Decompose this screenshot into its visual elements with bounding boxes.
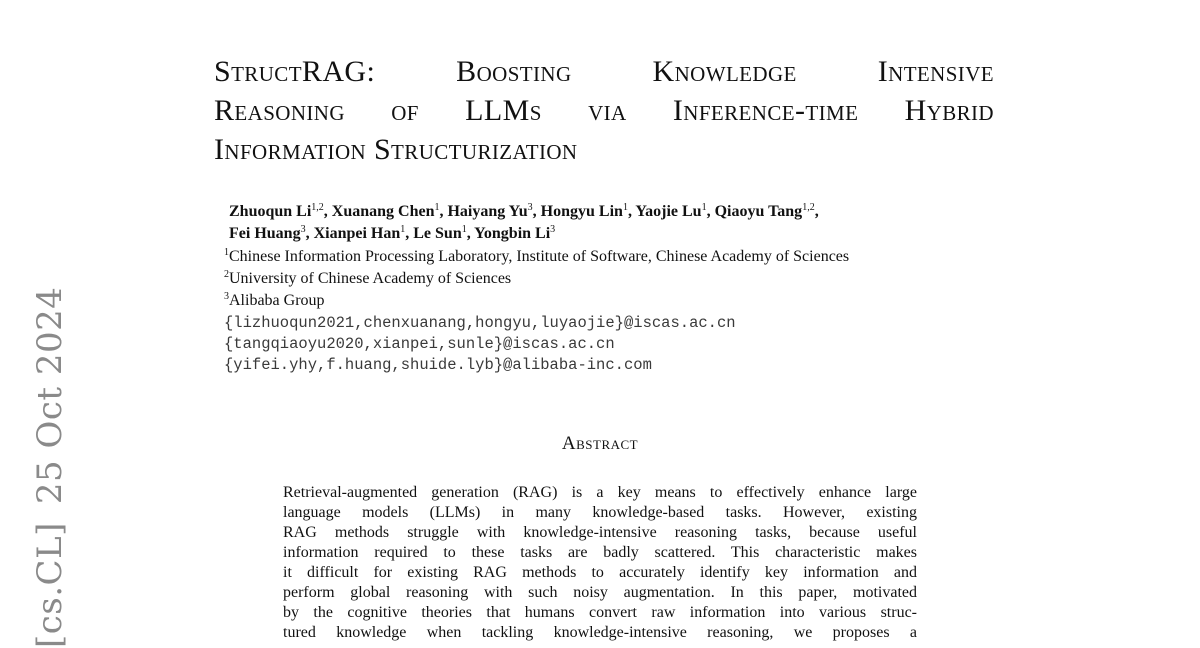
title-line: StructRAG: Boosting Knowledge Intensive [214, 55, 994, 88]
author-name: Yaojie Lu [635, 203, 702, 220]
affiliation-marker: 3 [224, 291, 229, 302]
author-separator: , [627, 203, 636, 220]
author-separator: , [323, 203, 332, 220]
abstract-line: Retrieval-augmented generation (RAG) is a key means to effectively enhance large [283, 484, 917, 501]
affiliation-marker: 1 [224, 247, 229, 258]
affiliation-text: Alibaba Group [229, 292, 325, 309]
author-affiliation-marker: 3 [300, 224, 306, 235]
email-line: {yifei.yhy,f.huang,shuide.lyb}@alibaba-inc.com [224, 356, 652, 374]
author-line [229, 201, 819, 223]
author-separator: , [305, 225, 314, 242]
affiliation [224, 290, 849, 312]
author-affiliation-marker: 3 [527, 202, 533, 213]
abstract-line: tured knowledge when tackling knowledge-intensive reasoning, we proposes a [283, 624, 917, 641]
abstract-body [283, 483, 917, 643]
paper-title [214, 52, 994, 169]
author-affiliation-marker: 1 [622, 202, 628, 213]
author-separator: , [466, 225, 475, 242]
author-affiliation-marker: 1 [701, 202, 707, 213]
arxiv-category: [cs.CL] [30, 522, 70, 648]
author-name: Hongyu Lin [540, 203, 623, 220]
author-separator: , [405, 225, 414, 242]
email-line: {lizhuoqun2021,chenxuanang,hongyu,luyaojie}@iscas.ac.cn [224, 314, 736, 332]
author-separator: , [814, 203, 819, 220]
author-affiliation-marker: 1 [434, 202, 440, 213]
arxiv-stamp [30, 287, 70, 648]
abstract-line: language models (LLMs) in many knowledge-based tasks. However, existing [283, 504, 917, 521]
author-affiliation-marker: 3 [550, 224, 556, 235]
abstract-line: it difficult for existing RAG methods to accurately identify key information and [283, 564, 917, 581]
title-line: Information Structurization [214, 133, 578, 166]
arxiv-date: 25 Oct 2024 [30, 286, 70, 505]
affiliation-list [224, 246, 849, 312]
author-name: Fei Huang [229, 225, 301, 242]
author-affiliation-marker: 1,2 [802, 202, 815, 213]
author-name: Yongbin Li [474, 225, 551, 242]
author-name: Qiaoyu Tang [714, 203, 803, 220]
author-separator: , [532, 203, 541, 220]
author-affiliation-marker: 1,2 [311, 202, 324, 213]
affiliation-text: University of Chinese Academy of Sciences [229, 270, 512, 287]
author-name: Zhuoqun Li [229, 203, 312, 220]
author-name: Le Sun [413, 225, 462, 242]
author-name: Xuanang Chen [331, 203, 435, 220]
affiliation-marker: 2 [224, 269, 229, 280]
author-affiliation-marker: 1 [400, 224, 406, 235]
author-name: Xianpei Han [313, 225, 401, 242]
email-line: {tangqiaoyu2020,xianpei,sunle}@iscas.ac.cn [224, 335, 615, 353]
abstract-line: RAG methods struggle with knowledge-intensive reasoning tasks, because useful [283, 524, 917, 541]
author-line [229, 223, 819, 245]
author-affiliation-marker: 1 [461, 224, 467, 235]
author-name: Haiyang Yu [447, 203, 528, 220]
abstract-heading: Abstract [561, 433, 639, 454]
email-list [224, 313, 736, 376]
author-separator: , [706, 203, 715, 220]
abstract-line: information required to these tasks are badly scattered. This characteristic makes [283, 544, 917, 561]
affiliation-text: Chinese Information Processing Laboratory, Institute of Software, Chinese Academy of Sciences [229, 248, 850, 265]
abstract-line: perform global reasoning with such noisy augmentation. In this paper, motivated [283, 584, 917, 601]
author-list [229, 201, 819, 245]
author-separator: , [439, 203, 448, 220]
abstract-line: by the cognitive theories that humans convert raw information into various struc- [283, 604, 917, 621]
title-line: Reasoning of LLMs via Inference-time Hybrid [214, 94, 994, 127]
affiliation [224, 246, 849, 268]
affiliation [224, 268, 849, 290]
